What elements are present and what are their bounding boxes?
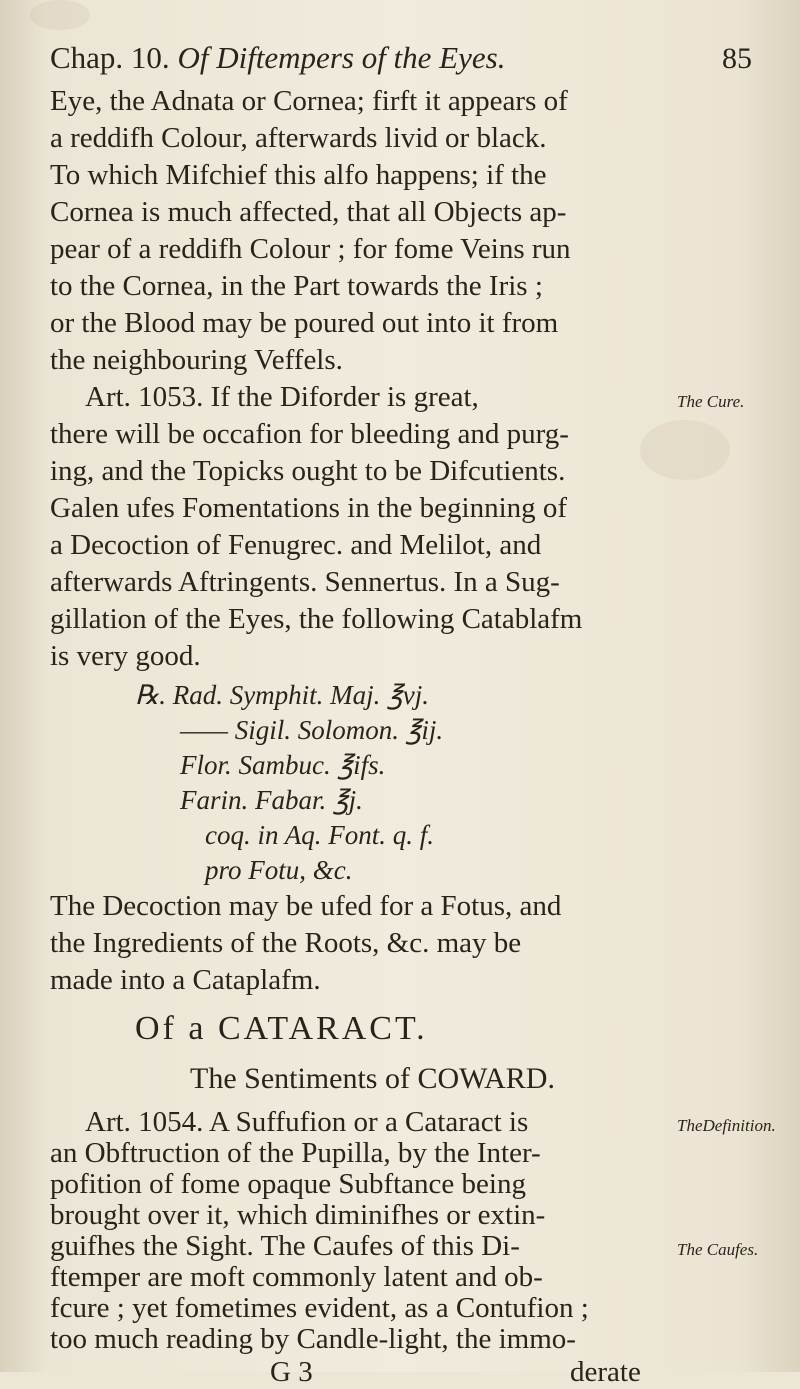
text-line: Eye, the Adnata or Cornea; firft it appears of <box>50 85 568 117</box>
text-line: Cornea is much affected, that all Objects ap- <box>50 196 567 228</box>
text-line: gillation of the Eyes, the following Catablafm <box>50 603 583 635</box>
text-line: Art. 1053. If the Diforder is great, <box>85 381 479 413</box>
text-line: pear of a reddifh Colour ; for fome Veins run <box>50 233 571 265</box>
text-line: guifhes the Sight. The Caufes of this Di- <box>50 1230 520 1262</box>
text-line: ftemper are moft commonly latent and ob- <box>50 1261 543 1293</box>
text-line: a Decoction of Fenugrec. and Melilot, and <box>50 529 542 561</box>
text-line: made into a Cataplafm. <box>50 964 321 996</box>
text-line: the Ingredients of the Roots, &c. may be <box>50 927 522 959</box>
chapter-label: Chap. 10. <box>50 40 170 75</box>
text-line: The Decoction may be ufed for a Fotus, and <box>50 890 562 922</box>
section-subheading: The Sentiments of COWARD. <box>190 1062 555 1095</box>
recipe-line: Flor. Sambuc. ℥ifs. <box>180 750 386 780</box>
recipe-line: ℞. Rad. Symphit. Maj. ℥vj. <box>135 680 430 710</box>
margin-note-causes: The Caufes. <box>677 1240 759 1259</box>
page-number: 85 <box>722 42 752 75</box>
text-line: pofition of fome opaque Subftance being <box>50 1168 526 1200</box>
recipe-line: pro Fotu, &c. <box>205 855 353 885</box>
text-line: ing, and the Topicks ought to be Difcutients. <box>50 455 566 487</box>
section-heading: Of a CATARACT. <box>135 1010 428 1047</box>
recipe-line: Farin. Fabar. ℥j. <box>180 785 363 815</box>
text-line: the neighbouring Veffels. <box>50 344 343 376</box>
paper-stain <box>30 0 90 30</box>
text-line: or the Blood may be poured out into it from <box>50 307 559 339</box>
text-line: a reddifh Colour, afterwards livid or black. <box>50 122 547 154</box>
text-line: to the Cornea, in the Part towards the Iris ; <box>50 270 543 302</box>
chapter-title: Of Diftempers of the Eyes. <box>177 40 506 75</box>
text-line: afterwards Aftringents. Sennertus. In a Sug- <box>50 566 560 598</box>
recipe-line: —— Sigil. Solomon. ℥ij. <box>180 715 444 745</box>
text-line: Galen ufes Fomentations in the beginning of <box>50 492 568 524</box>
margin-note-cure: The Cure. <box>677 392 745 411</box>
running-header <box>50 42 505 73</box>
signature-mark: G 3 <box>270 1356 313 1388</box>
text-line: To which Mifchief this alfo happens; if the <box>50 159 547 191</box>
text-line: Art. 1054. A Suffufion or a Cataract is <box>85 1106 529 1138</box>
text-line: too much reading by Candle-light, the immo- <box>50 1323 576 1355</box>
text-line: is very good. <box>50 640 201 672</box>
catchword: derate <box>570 1356 641 1388</box>
text-line: there will be occafion for bleeding and purg- <box>50 418 569 450</box>
paper-stain <box>640 420 730 480</box>
text-line: an Obftruction of the Pupilla, by the Inter- <box>50 1137 541 1169</box>
text-line: brought over it, which diminifhes or extin- <box>50 1199 546 1231</box>
recipe-line: coq. in Aq. Font. q. f. <box>205 820 434 850</box>
margin-note-definition: TheDefinition. <box>677 1116 776 1135</box>
text-line: fcure ; yet fometimes evident, as a Contufion ; <box>50 1292 589 1324</box>
